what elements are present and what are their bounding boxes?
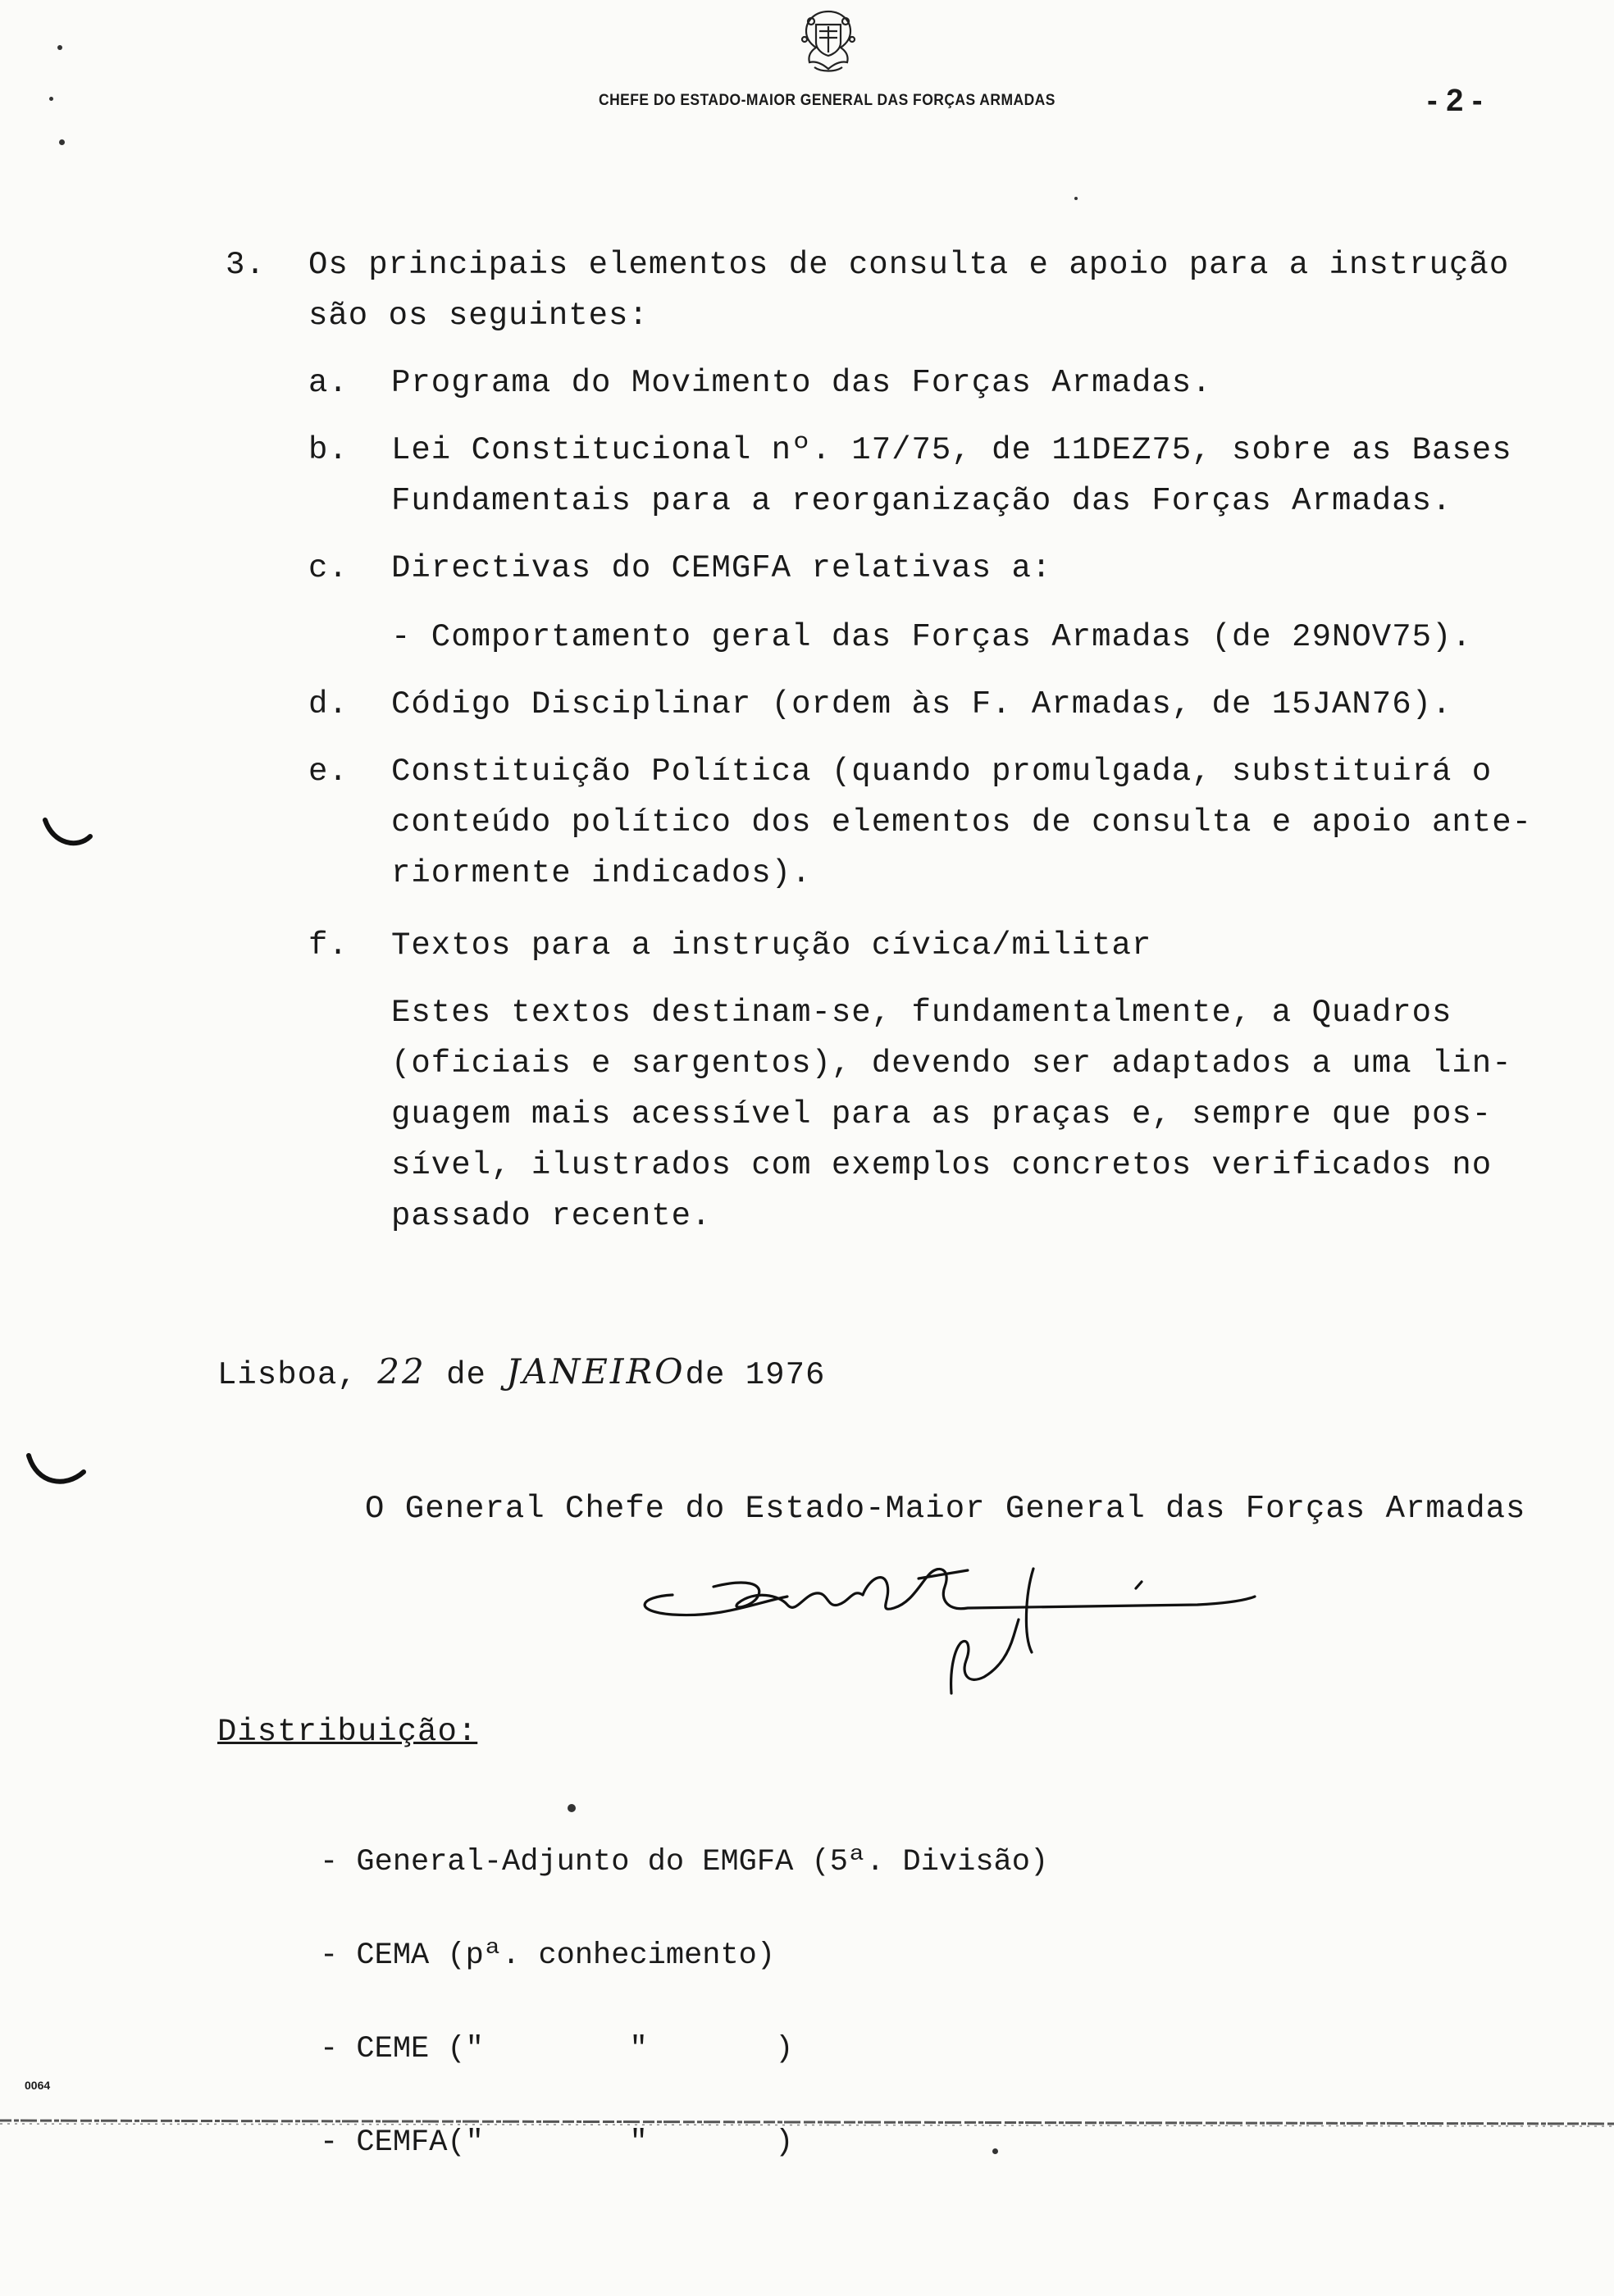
scan-speck [992, 2148, 998, 2154]
scan-speck [568, 1804, 576, 1812]
date-year: 1976 [745, 1357, 826, 1393]
scan-speck [59, 139, 65, 145]
item-letter-e: e. [308, 754, 349, 790]
binder-hole-mark-icon [41, 812, 98, 853]
page-number: - 2 - [1427, 84, 1483, 118]
document-code: 0064 [25, 2079, 51, 2092]
text-line: Estes textos destinam-se, fundamentalmente, a Quadros [391, 995, 1452, 1031]
signer-title: O General Chefe do Estado-Maior General das Forças Armadas [365, 1491, 1526, 1527]
date-de: de [446, 1357, 486, 1393]
text-line: sível, ilustrados com exemplos concretos verificados no [391, 1147, 1493, 1183]
text-line: Código Disciplinar (ordem às F. Armadas, de 15JAN76). [391, 686, 1452, 722]
item-c-subitem: - Comportamento geral das Forças Armadas (de 29NOV75). [391, 619, 1472, 655]
item-letter-a: a. [308, 365, 349, 401]
distribution-heading: Distribuição: [217, 1714, 478, 1750]
scan-speck [49, 97, 53, 101]
item-letter-c: c. [308, 550, 349, 586]
handwritten-signature-icon [623, 1546, 1263, 1718]
date-line [217, 1351, 825, 1393]
item-b-text [391, 425, 1512, 526]
item-e-text [391, 746, 1532, 899]
text-line: guagem mais acessível para as praças e, sempre que pos- [391, 1096, 1493, 1132]
date-place: Lisboa, [217, 1357, 358, 1393]
document-header-title: CHEFE DO ESTADO-MAIOR GENERAL DAS FORÇAS ARMADAS [599, 92, 1055, 109]
item-f-paragraph [391, 987, 1512, 1241]
text-line: Fundamentais para a reorganização das Forças Armadas. [391, 483, 1452, 519]
item-f-text [391, 920, 1151, 971]
item-a-text [391, 358, 1212, 408]
text-line: Directivas do CEMGFA relativas a: [391, 550, 1052, 586]
list-item: - CEME (" " ) [320, 2032, 794, 2066]
list-item: - CEMA (pª. conhecimento) [320, 1938, 776, 1973]
text-line: Os principais elementos de consulta e apoio para a instrução [308, 247, 1510, 283]
section-number: 3. [226, 247, 266, 283]
item-letter-f: f. [308, 927, 349, 963]
text-line: (oficiais e sargentos), devendo ser adaptados a uma lin- [391, 1046, 1512, 1082]
list-item: - General-Adjunto do EMGFA (5ª. Divisão) [320, 1845, 1049, 1879]
scan-speck [57, 45, 62, 50]
perforation-line-icon [0, 2114, 1614, 2130]
text-line: riormente indicados). [391, 855, 812, 891]
text-line: passado recente. [391, 1198, 712, 1234]
text-line: Programa do Movimento das Forças Armadas. [391, 365, 1212, 401]
date-day-handwritten: 22 [377, 1351, 426, 1392]
scan-speck [1074, 197, 1078, 200]
text-line: são os seguintes: [308, 298, 649, 334]
text-line: Constituição Política (quando promulgada, substituirá o [391, 754, 1493, 790]
item-letter-d: d. [308, 686, 349, 722]
item-c-text [391, 543, 1051, 594]
list-item: - CEMFA(" " ) [320, 2125, 794, 2160]
coat-of-arms-emblem-icon [791, 7, 865, 75]
text-line: Textos para a instrução cívica/militar [391, 927, 1152, 963]
item-letter-b: b. [308, 432, 349, 468]
binder-hole-mark-icon [25, 1447, 90, 1496]
text-line: conteúdo político dos elementos de consulta e apoio ante- [391, 804, 1533, 840]
date-de: de [685, 1357, 726, 1393]
section-lead-paragraph [308, 239, 1571, 341]
date-month-handwritten: JANEIRO [506, 1351, 686, 1392]
item-d-text [391, 679, 1452, 730]
text-line: Lei Constitucional nº. 17/75, de 11DEZ75, sobre as Bases [391, 432, 1512, 468]
